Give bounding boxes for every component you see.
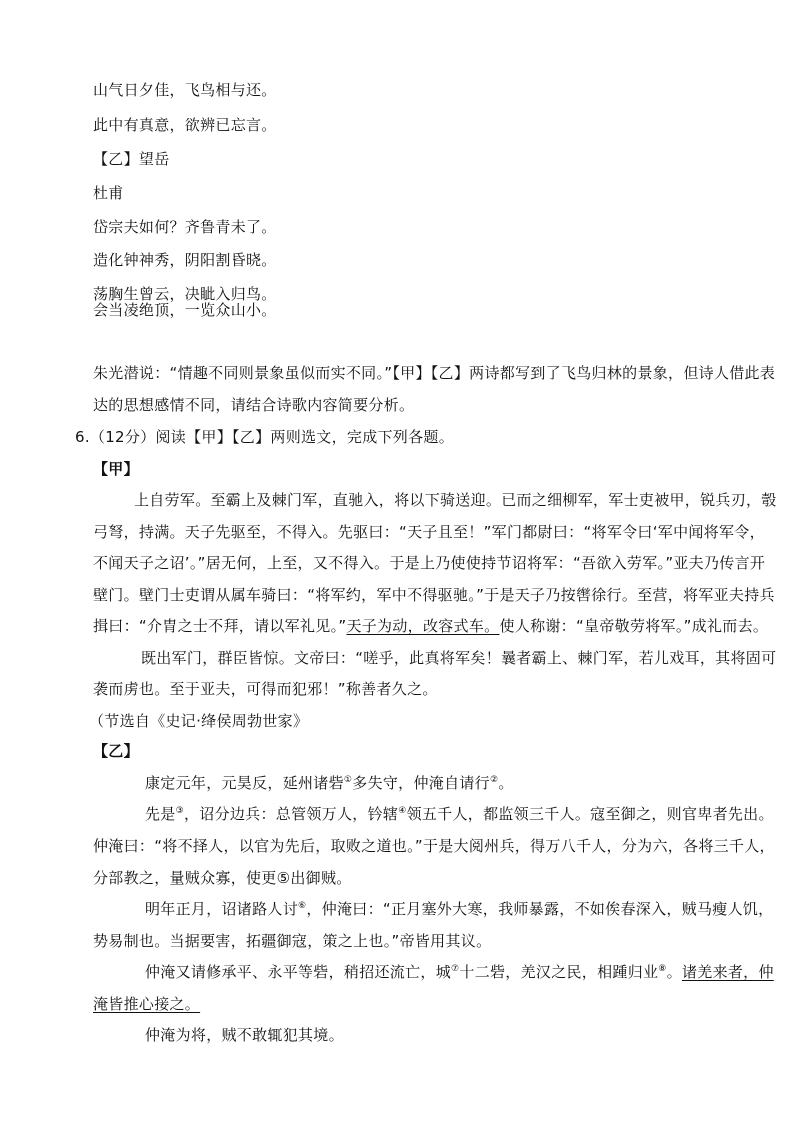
yi-para-1: [145, 773, 514, 793]
footnote-7: ⑦: [451, 964, 460, 974]
footnote-3: ③: [175, 806, 184, 816]
footnote-6: ⑥: [298, 901, 307, 911]
yi-para-3-line-1: 仲淹曰：“将不择人，以官为先后，取败之道也。”于是大阅州兵，得万八千人，分为六，各将三千人，: [93, 837, 775, 855]
q6-header: 6.（12分）阅读【甲】【乙】两则选文，完成下列各题。: [75, 428, 455, 446]
jia-line-5: [93, 616, 768, 636]
jia-line-1: 上自劳军。至霸上及棘门军，直驰入，将以下骑送迎。已而之细柳军，军士吏被甲，锐兵刃，彀: [134, 491, 777, 509]
footnote-8: ⑧: [658, 964, 667, 974]
yi-para-5-line-2: 淹皆推心接之。: [93, 995, 201, 1013]
poem-b-author: 杜甫: [93, 184, 124, 202]
yi-p7-text-b: 十二砦，羌汉之民，相踵归业: [459, 963, 659, 981]
q5-prompt-line-1: 朱光潜说：“情趣不同则景象虽似而实不同。”【甲】【乙】两诗都写到了飞鸟归林的景象，但诗人借此表: [93, 364, 776, 382]
poem-b-heading: 【乙】望岳: [93, 150, 170, 168]
yi-p1-text-a: 康定元年，元昊反，延州诸砦: [145, 774, 344, 792]
jia-line-5-post: 使人称谢：“皇帝敬劳将军。”成礼而去。: [499, 617, 769, 635]
jia-underlined-sentence: 天子为动，改容式车。: [346, 617, 500, 635]
poem-b-line-4: 会当凌绝顶，一览众山小。: [93, 301, 277, 319]
poem-a-line-1: 山气日夕佳，飞鸟相与还。: [93, 81, 277, 99]
yi-p5-text-a: 明年正月，诏诸路人讨: [145, 900, 299, 918]
yi-para-5-line-1: [145, 962, 774, 982]
yi-para-2: [145, 804, 774, 824]
yi-p5-text-b: ，仲淹曰：“正月塞外大寒，我师暴露，不如俟春深入，贼马瘦人饥，: [306, 900, 774, 918]
yi-underlined-sentence-part-1: 诸羌来者，仲: [681, 963, 774, 981]
yi-para-4-line-1: [145, 899, 773, 919]
jia-line-4: 壁门。壁门士吏谓从属车骑曰：“将军约，军中不得驱驰。”于是天子乃按辔徐行。至营，将军亚夫持兵: [93, 586, 775, 604]
yi-p2-text-c: 领五千人，都监领三千人。寇至御之，则官卑者先出。: [406, 805, 774, 823]
footnote-1: ①: [343, 775, 353, 785]
poem-b-line-3: 荡胸生曾云，决眦入归鸟。: [93, 285, 277, 303]
yi-p2-text-a: 先是: [145, 805, 176, 823]
poem-b-line-2: 造化钟神秀，阴阳割昏晓。: [93, 251, 277, 269]
yi-p2-text-b: ，诏分边兵：总管领万人，钤辖: [183, 805, 399, 823]
jia-label: 【甲】: [93, 460, 139, 478]
footnote-4: ④: [398, 806, 407, 816]
yi-para-3-line-2: 分部教之，量贼众寡，使更⑤出御贼。: [93, 869, 352, 887]
yi-label: 【乙】: [93, 742, 139, 760]
q5-prompt-line-2: 达的思想感情不同，请结合诗歌内容简要分析。: [93, 396, 415, 414]
jia-para2-line-1: 既出军门，群臣皆惊。文帝曰：“嗟乎，此真将军矣！曩者霸上、棘门军，若儿戏耳，其将固可: [141, 649, 777, 667]
jia-line-2: 弓弩，持满。天子先驱至，不得入。先驱曰：“天子且至！”军门都尉曰：“将军令曰‘军中闻将军令，: [93, 523, 765, 541]
yi-para-4-line-2: 势易制也。当据要害，拓疆御寇，策之上也。”帝皆用其议。: [93, 932, 492, 950]
jia-source: （节选自《史记·绛侯周勃世家》: [89, 712, 309, 730]
poem-b-line-1: 岱宗夫如何？齐鲁青未了。: [93, 218, 277, 236]
yi-p7-text-c: 。: [666, 963, 682, 981]
jia-line-3: 不闻天子之诏’。”居无何，上至，又不得入。于是上乃使使持节诏将军：“吾欲入劳军。”亚夫乃传言开: [93, 554, 766, 572]
jia-para2-line-2: 袭而虏也。至于亚夫，可得而犯邪！”称善者久之。: [93, 680, 438, 698]
yi-p7-text-a: 仲淹又请修承平、永平等砦，稍招还流亡，城: [145, 963, 452, 981]
yi-para-6: 仲淹为将，贼不敢辄犯其境。: [145, 1026, 344, 1044]
jia-line-5-pre: 揖曰：“介胄之士不拜，请以军礼见。”: [93, 617, 347, 635]
footnote-2: ②: [489, 775, 499, 785]
yi-p1-text-c: 。: [498, 774, 514, 792]
yi-p1-text-b: 多失守，仲淹自请行: [352, 774, 490, 792]
poem-a-line-2: 此中有真意，欲辨已忘言。: [93, 116, 277, 134]
